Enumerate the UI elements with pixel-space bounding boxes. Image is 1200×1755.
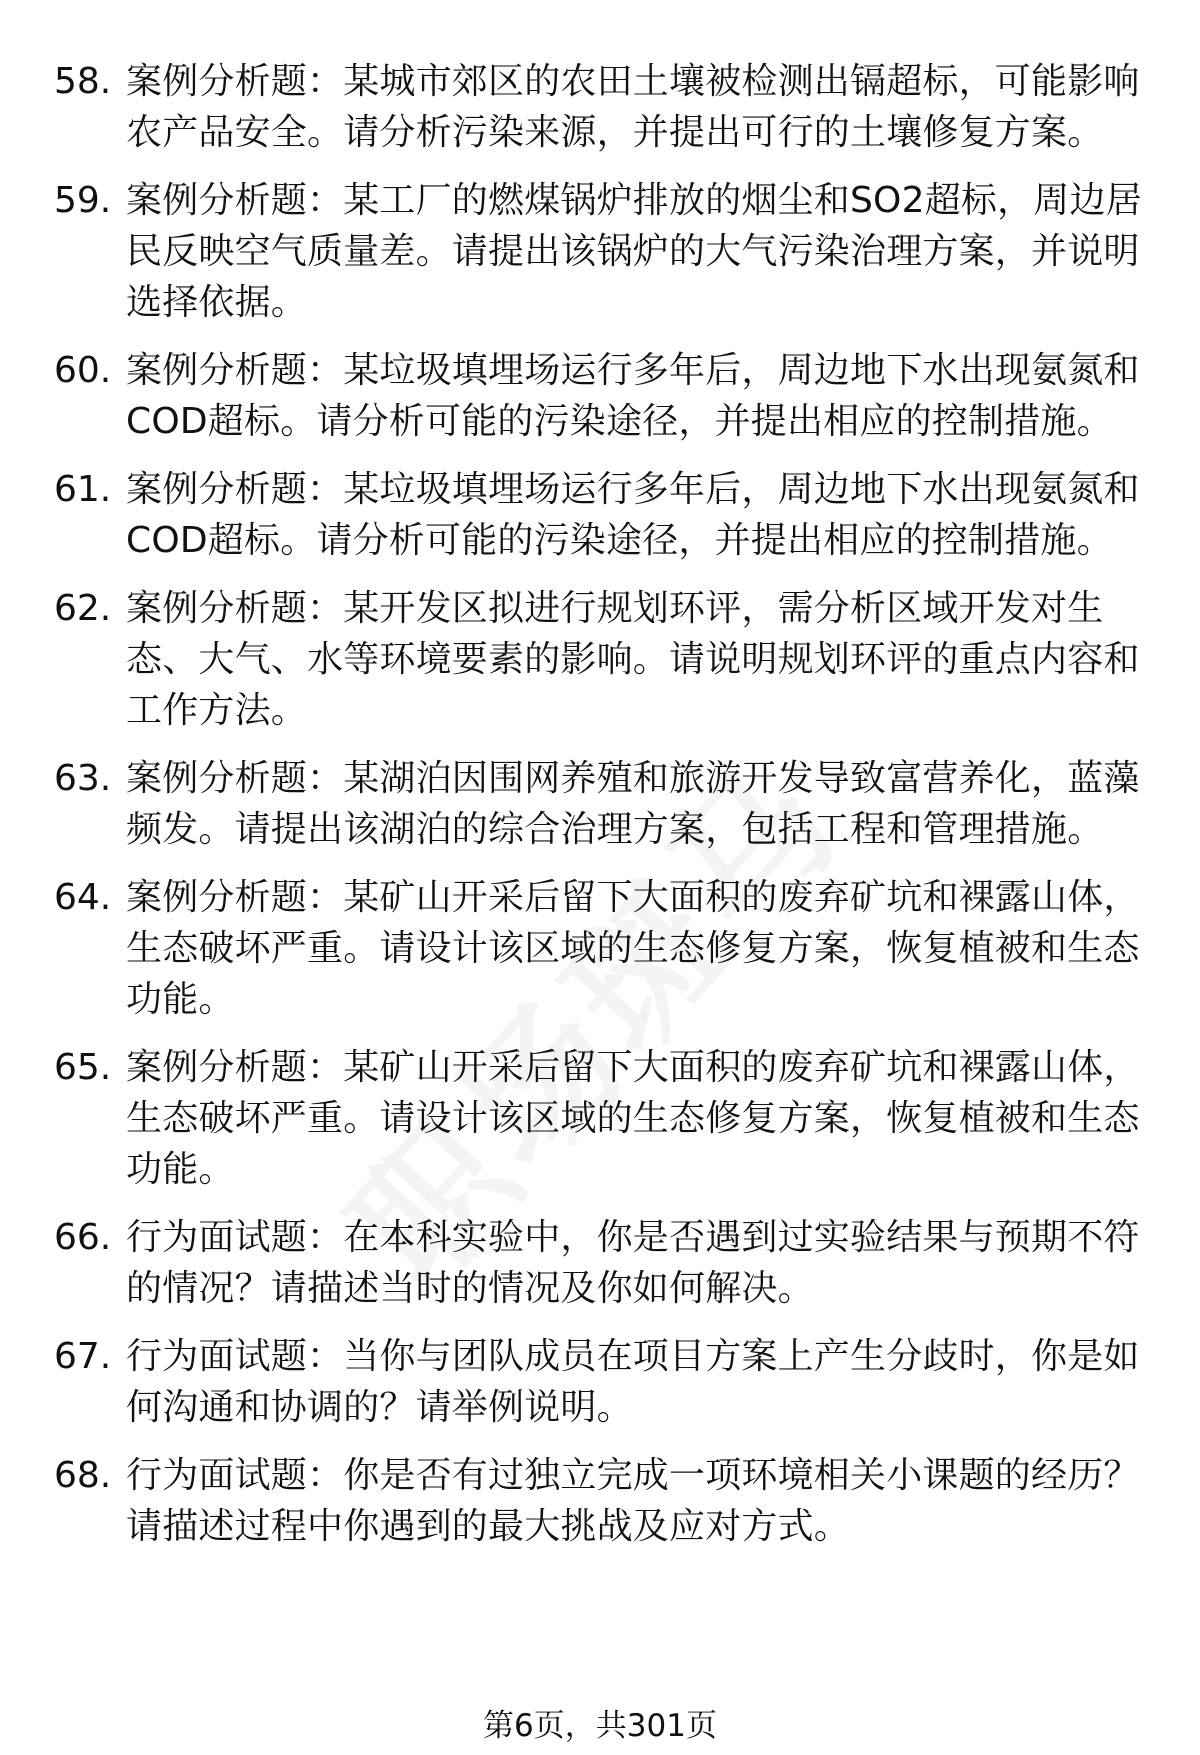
question-item xyxy=(54,56,1144,158)
question-number: 66. xyxy=(54,1217,112,1258)
question-item xyxy=(54,583,1144,736)
question-list xyxy=(54,56,1144,1552)
question-item xyxy=(54,464,1144,566)
question-item xyxy=(54,1042,1144,1195)
question-number: 60. xyxy=(54,350,112,391)
question-text: 行为面试题：当你与团队成员在项目方案上产生分歧时，你是如何沟通和协调的？请举例说明。 xyxy=(126,1336,1140,1428)
question-text: 案例分析题：某工厂的燃煤锅炉排放的烟尘和SO2超标，周边居民反映空气质量差。请提出该锅炉的大气污染治理方案，并说明选择依据。 xyxy=(126,180,1142,323)
question-number: 65. xyxy=(54,1047,112,1088)
question-item xyxy=(54,1331,1144,1433)
question-number: 59. xyxy=(54,180,112,221)
question-item xyxy=(54,872,1144,1025)
question-item xyxy=(54,1212,1144,1314)
question-item xyxy=(54,345,1144,447)
question-number: 67. xyxy=(54,1336,112,1377)
question-text: 案例分析题：某垃圾填埋场运行多年后，周边地下水出现氨氮和COD超标。请分析可能的污染途径，并提出相应的控制措施。 xyxy=(126,350,1140,442)
question-text: 案例分析题：某垃圾填埋场运行多年后，周边地下水出现氨氮和COD超标。请分析可能的污染途径，并提出相应的控制措施。 xyxy=(126,469,1140,561)
question-item xyxy=(54,1450,1144,1552)
question-item xyxy=(54,753,1144,855)
question-number: 61. xyxy=(54,469,112,510)
question-number: 68. xyxy=(54,1455,112,1496)
question-text: 案例分析题：某矿山开采后留下大面积的废弃矿坑和裸露山体，生态破坏严重。请设计该区域的生态修复方案，恢复植被和生态功能。 xyxy=(126,877,1140,1020)
question-number: 64. xyxy=(54,877,112,918)
question-text: 案例分析题：某开发区拟进行规划环评，需分析区域开发对生态、大气、水等环境要素的影响。请说明规划环评的重点内容和工作方法。 xyxy=(126,588,1140,731)
question-text: 案例分析题：某湖泊因围网养殖和旅游开发导致富营养化，蓝藻频发。请提出该湖泊的综合治理方案，包括工程和管理措施。 xyxy=(126,758,1140,850)
question-number: 63. xyxy=(54,758,112,799)
question-number: 62. xyxy=(54,588,112,629)
page-number-footer: 第6页，共301页 xyxy=(483,1708,717,1744)
question-text: 案例分析题：某矿山开采后留下大面积的废弃矿坑和裸露山体，生态破坏严重。请设计该区域的生态修复方案，恢复植被和生态功能。 xyxy=(126,1047,1140,1190)
question-text: 案例分析题：某城市郊区的农田土壤被检测出镉超标，可能影响农产品安全。请分析污染来源，并提出可行的土壤修复方案。 xyxy=(126,61,1140,153)
question-text: 行为面试题：你是否有过独立完成一项环境相关小课题的经历？请描述过程中你遇到的最大挑战及应对方式。 xyxy=(126,1455,1140,1547)
question-text: 行为面试题：在本科实验中，你是否遇到过实验结果与预期不符的情况？请描述当时的情况及你如何解决。 xyxy=(126,1217,1140,1309)
question-number: 58. xyxy=(54,61,112,102)
question-item xyxy=(54,175,1144,328)
